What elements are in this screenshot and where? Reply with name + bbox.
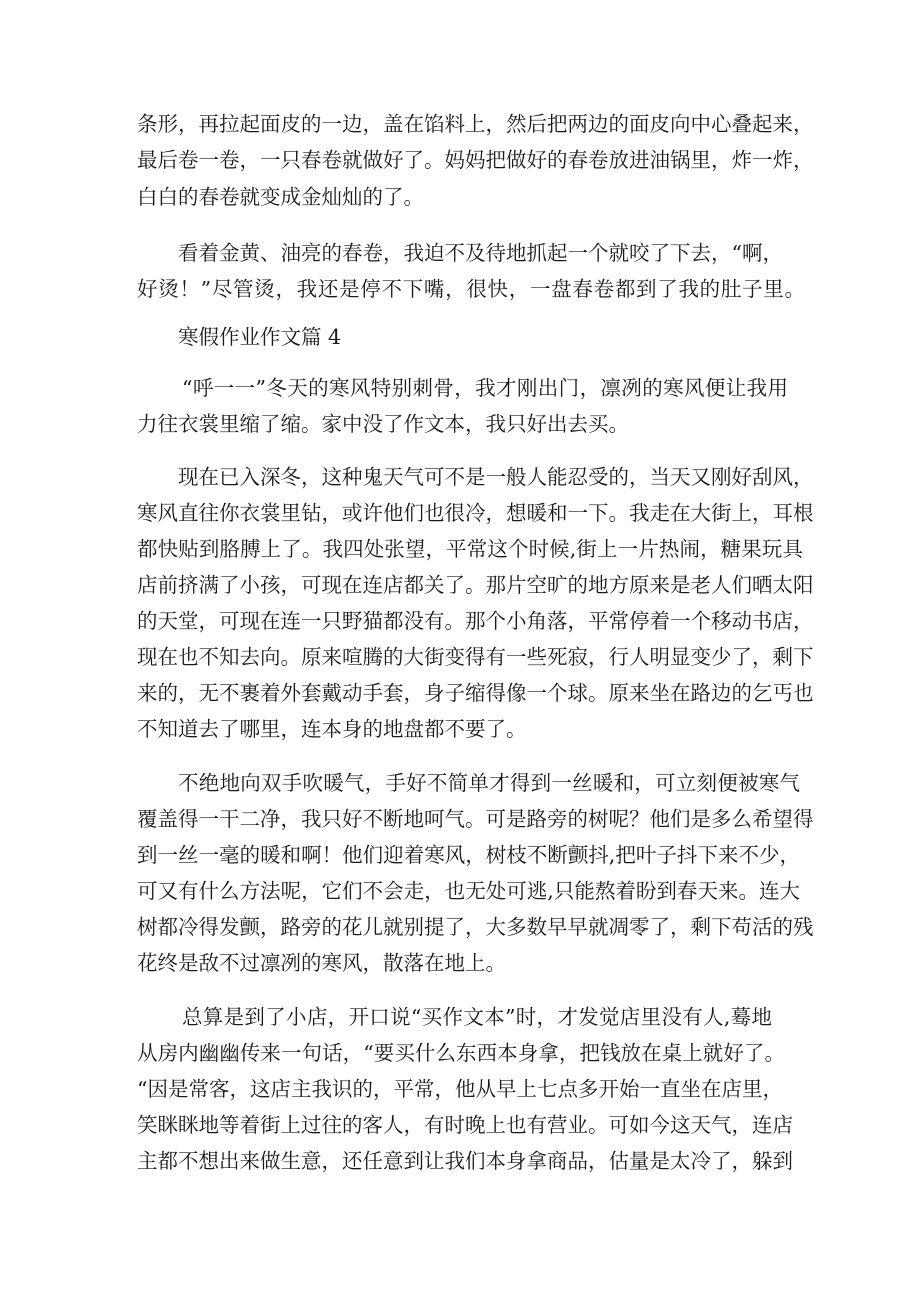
text-line: 树都冷得发颤，路旁的花儿就别提了，大多数早早就凋零了，剩下苟活的残 <box>137 915 814 939</box>
text-line: 从房内幽幽传来一句话，“要买什么东西本身拿，把钱放在桌上就好了。 <box>137 1041 785 1065</box>
text-line: 不绝地向双手吹暖气，手好不简单才得到一丝暖和，可立刻便被寒气 <box>178 771 800 795</box>
text-line: “因是常客，这店主我识的，平常，他从早上七点多开始一直坐在店里， <box>137 1077 783 1101</box>
text-line: 覆盖得一干二净，我只好不断地呵气。可是路旁的树呢？他们是多么希望得 <box>137 807 814 831</box>
text-line: 好烫！”尽管烫，我还是停不下嘴，很快，一盘春卷都到了我的肚子里。 <box>137 277 805 301</box>
text-line: 的天堂，可现在连一只野猫都没有。那个小角落，平常停着一个移动书店， <box>137 609 814 633</box>
text-line: 笑眯眯地等着街上过往的客人，有时晚上也有营业。可如今这天气，连店 <box>137 1113 793 1137</box>
text-line: 不知道去了哪里，连本身的地盘都不要了。 <box>137 717 527 741</box>
text-line: 条形，再拉起面皮的一边，盖在馅料上，然后把两边的面皮向中心叠起来， <box>137 112 814 136</box>
text-line: 最后卷一卷，一只春卷就做好了。妈妈把做好的春卷放进油锅里，炸一炸， <box>137 148 814 172</box>
text-line: 店前挤满了小孩，可现在连店都关了。那片空旷的地方原来是老人们晒太阳 <box>137 573 814 597</box>
text-line: 主都不想出来做生意，还任意到让我们本身拿商品，估量是太冷了，躲到 <box>137 1149 793 1173</box>
text-line: 寒风直往你衣裳里钻，或许他们也很冷，想暖和一下。我走在大街上，耳根 <box>137 501 814 525</box>
text-line: 白白的春卷就变成金灿灿的了。 <box>137 185 424 209</box>
text-line: 花终是敌不过凛冽的寒风，散落在地上。 <box>137 951 506 975</box>
text-line: 看着金黄、油亮的春卷，我迫不及待地抓起一个就咬了下去，“啊， <box>178 241 783 265</box>
text-line: 可又有什么方法呢，它们不会走，也无处可逃,只能熬着盼到春天来。连大 <box>137 879 800 903</box>
text-line: 力往衣裳里缩了缩。家中没了作文本，我只好出去买。 <box>137 412 629 436</box>
text-line: 都快贴到胳膊上了。我四处张望，平常这个时候,街上一片热闹，糖果玩具 <box>137 537 803 561</box>
text-line: 现在也不知去向。原来喧腾的大街变得有一些死寂，行人明显变少了，剩下 <box>137 645 814 669</box>
text-line: “呼一一”冬天的寒风特别刺骨，我才刚出门，凛冽的寒风便让我用 <box>182 376 788 400</box>
text-line: 现在已入深冬，这种鬼天气可不是一般人能忍受的，当天又刚好刮风， <box>178 465 814 489</box>
text-line: 总算是到了小店，开口说“买作文本”时，才发觉店里没有人,蓦地 <box>182 1005 772 1029</box>
text-line: 来的，无不裹着外套戴动手套，身子缩得像一个球。原来坐在路边的乞丐也 <box>137 681 814 705</box>
section-heading: 寒假作业作文篇 4 <box>178 325 342 349</box>
text-line: 到一丝一毫的暖和啊！他们迎着寒风，树枝不断颤抖,把叶子抖下来不少， <box>137 843 800 867</box>
